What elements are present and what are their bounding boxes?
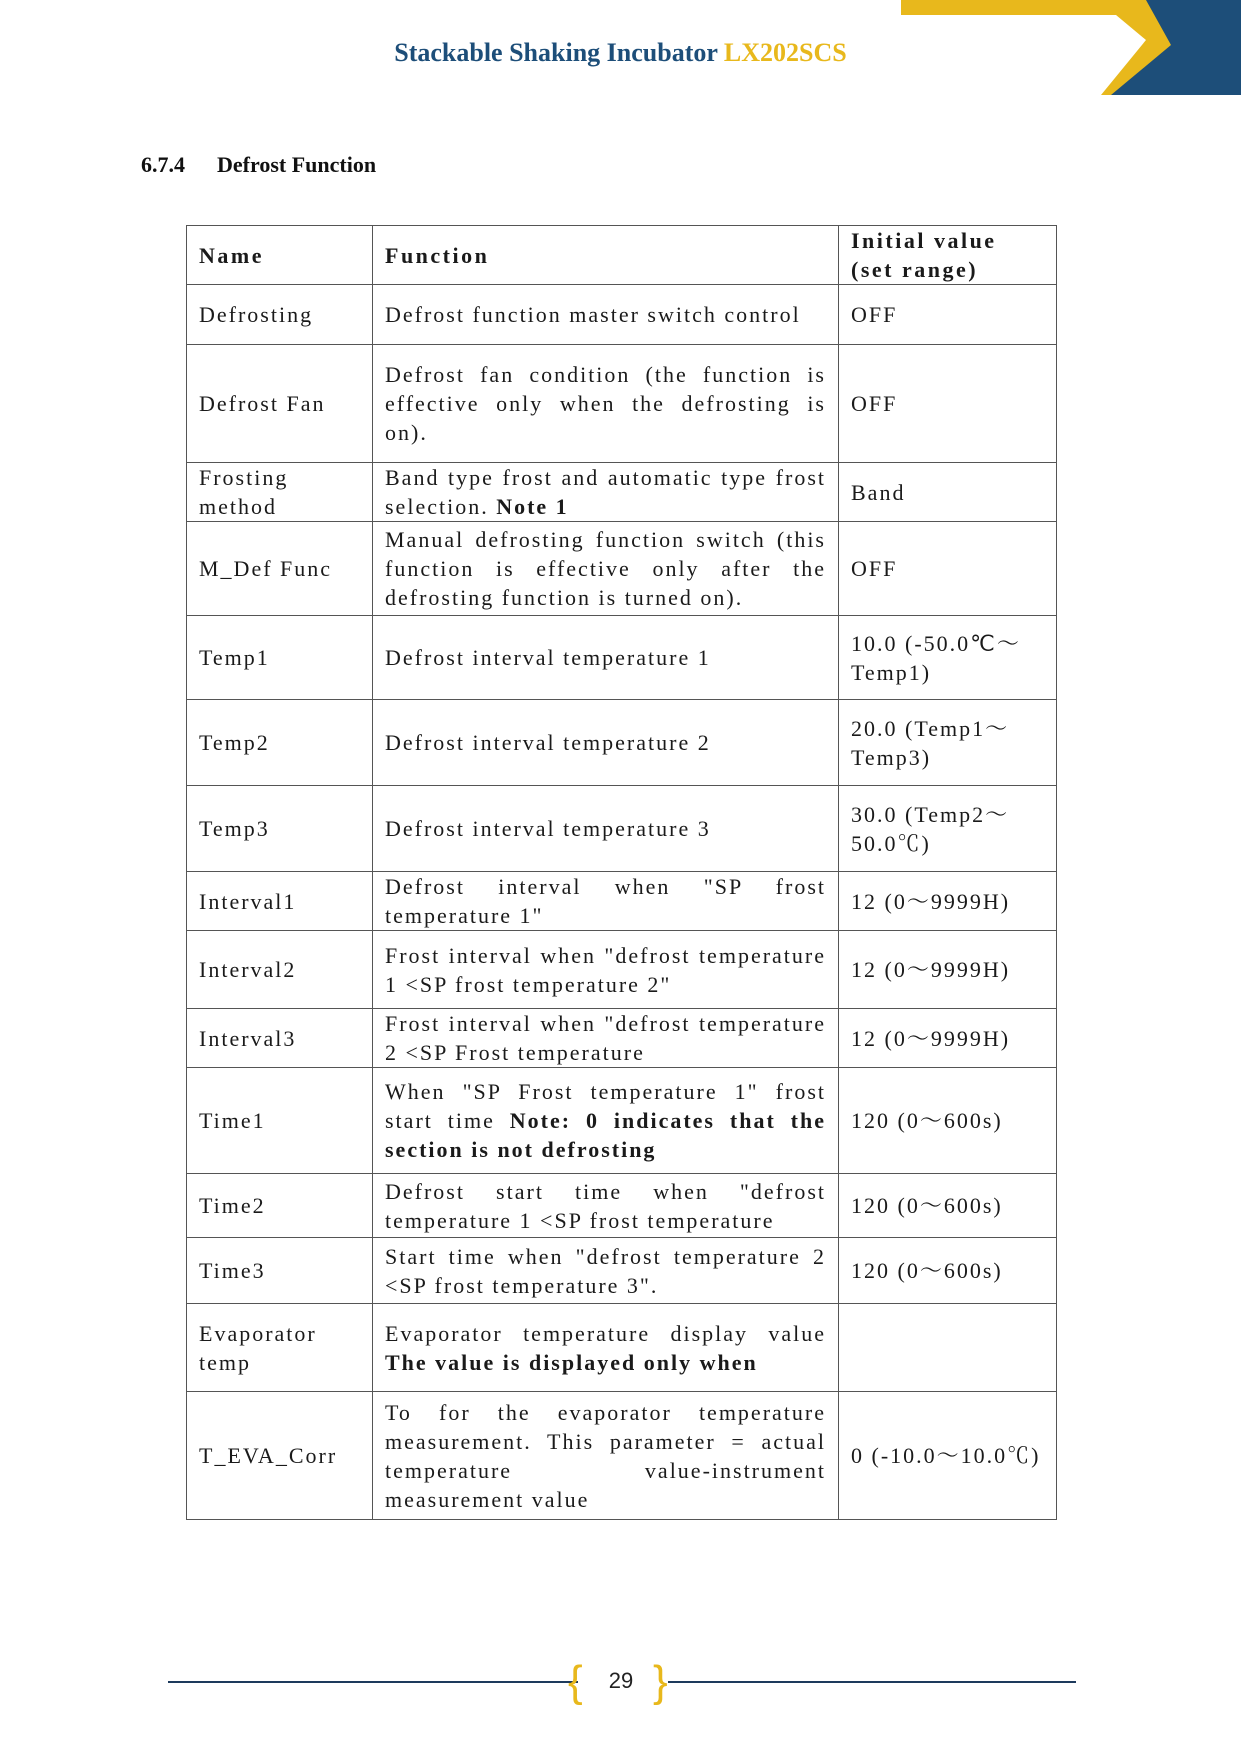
param-name-cell: Evaporator temp — [187, 1304, 373, 1392]
param-name-cell: Temp1 — [187, 616, 373, 700]
param-initial-value-cell: 20.0 (Temp1～ Temp3) — [839, 700, 1057, 786]
table-header-row — [187, 226, 1057, 285]
param-function-cell — [373, 285, 839, 345]
param-name-cell: Interval3 — [187, 1009, 373, 1068]
function-note: The value is displayed only when — [385, 1349, 758, 1375]
param-initial-value-cell: 30.0 (Temp2～ 50.0℃) — [839, 786, 1057, 872]
param-function-cell — [373, 1068, 839, 1174]
section-title: Defrost Function — [217, 152, 377, 177]
table-row — [187, 700, 1057, 786]
footer-bracket-left: { — [568, 1657, 583, 1706]
table-row — [187, 1009, 1057, 1068]
param-name-cell: Defrost Fan — [187, 345, 373, 463]
param-function-cell — [373, 872, 839, 931]
table-row — [187, 285, 1057, 345]
function-text: Start time when "defrost temperature 2 <SP frost temperature 3". — [385, 1243, 826, 1298]
table-row — [187, 1304, 1057, 1392]
function-text: Frost interval when "defrost temperature 2 <SP Frost temperature — [385, 1011, 826, 1065]
table-row — [187, 345, 1057, 463]
function-text: Band type frost and automatic type frost selection. — [385, 465, 826, 519]
param-name-cell: Frosting method — [187, 463, 373, 522]
param-initial-value-cell: OFF — [839, 345, 1057, 463]
param-initial-value-cell: 12 (0～9999H) — [839, 1009, 1057, 1068]
footer-bracket-right: } — [653, 1657, 668, 1706]
param-initial-value-cell: 120 (0～600s) — [839, 1068, 1057, 1174]
table-row — [187, 616, 1057, 700]
function-text: Defrost fan condition (the function is effective only when the defrosting is on). — [385, 362, 826, 445]
function-text: Defrost interval temperature 2 — [385, 730, 711, 755]
param-function-cell — [373, 1392, 839, 1520]
footer-rule-left — [168, 1681, 578, 1683]
param-name-cell: M_Def Func — [187, 522, 373, 616]
param-function-cell — [373, 1009, 839, 1068]
table-row — [187, 1068, 1057, 1174]
header-name: Name — [187, 226, 373, 285]
param-name-cell: Time1 — [187, 1068, 373, 1174]
product-name: Stackable Shaking Incubator — [394, 38, 718, 67]
section-number: 6.7.4 — [141, 152, 185, 177]
function-note: Note: 0 indicates that the section is not defrosting — [385, 1108, 826, 1162]
function-text: Defrost start time when "defrost temperature 1 <SP frost temperature — [385, 1178, 826, 1233]
function-text: Defrost interval temperature 1 — [385, 645, 711, 670]
function-note: Note 1 — [496, 494, 569, 519]
param-function-cell — [373, 931, 839, 1009]
param-initial-value-cell: 12 (0～9999H) — [839, 931, 1057, 1009]
function-text: To for the evaporator temperature measurement. This parameter = actual temperature value-instrument measurement value — [385, 1399, 826, 1512]
function-text: Manual defrosting function switch (this function is effective only after the defrosting function is turned on). — [385, 527, 826, 610]
param-name-cell: Defrosting — [187, 285, 373, 345]
param-initial-value-cell: OFF — [839, 285, 1057, 345]
function-text: Evaporator temperature display value — [385, 1320, 826, 1346]
function-text: Defrost interval temperature 3 — [385, 816, 711, 841]
param-function-cell — [373, 1174, 839, 1238]
param-function-cell — [373, 616, 839, 700]
defrost-parameters-table — [186, 225, 1057, 1520]
footer-rule-right — [668, 1681, 1076, 1683]
product-model: LX202SCS — [723, 38, 847, 67]
section-heading — [141, 152, 376, 178]
function-text: When "SP Frost temperature 1" frost start time — [385, 1079, 826, 1133]
function-text: Defrost function master switch control — [385, 302, 801, 327]
table-row — [187, 1174, 1057, 1238]
table-row — [187, 786, 1057, 872]
table-row — [187, 1238, 1057, 1304]
param-function-cell — [373, 786, 839, 872]
param-initial-value-cell: 120 (0～600s) — [839, 1238, 1057, 1304]
header-chevron-decoration — [901, 0, 1241, 100]
param-initial-value-cell: 0 (-10.0～10.0℃) — [839, 1392, 1057, 1520]
param-initial-value-cell — [839, 1304, 1057, 1392]
param-name-cell: Temp3 — [187, 786, 373, 872]
param-initial-value-cell: Band — [839, 463, 1057, 522]
function-text: Frost interval when "defrost temperature 1 <SP frost temperature 2" — [385, 942, 826, 997]
header-function: Function — [373, 226, 839, 285]
param-function-cell — [373, 1304, 839, 1392]
param-initial-value-cell: OFF — [839, 522, 1057, 616]
param-name-cell: Temp2 — [187, 700, 373, 786]
param-function-cell — [373, 1238, 839, 1304]
param-name-cell: T_EVA_Corr — [187, 1392, 373, 1520]
table-row — [187, 1392, 1057, 1520]
param-name-cell: Time2 — [187, 1174, 373, 1238]
table-row — [187, 872, 1057, 931]
param-name-cell: Time3 — [187, 1238, 373, 1304]
param-initial-value-cell: 10.0 (-50.0℃～ Temp1) — [839, 616, 1057, 700]
table-row — [187, 931, 1057, 1009]
page-number: 29 — [608, 1668, 634, 1693]
param-name-cell: Interval2 — [187, 931, 373, 1009]
function-text: Defrost interval when "SP frost temperature 1" — [385, 874, 826, 928]
table-row — [187, 463, 1057, 522]
param-initial-value-cell: 12 (0～9999H) — [839, 872, 1057, 931]
param-function-cell — [373, 700, 839, 786]
param-function-cell — [373, 345, 839, 463]
param-function-cell — [373, 522, 839, 616]
param-initial-value-cell: 120 (0～600s) — [839, 1174, 1057, 1238]
param-function-cell — [373, 463, 839, 522]
param-name-cell: Interval1 — [187, 872, 373, 931]
table-row — [187, 522, 1057, 616]
header-initial-value: Initial value (set range) — [839, 226, 1057, 285]
